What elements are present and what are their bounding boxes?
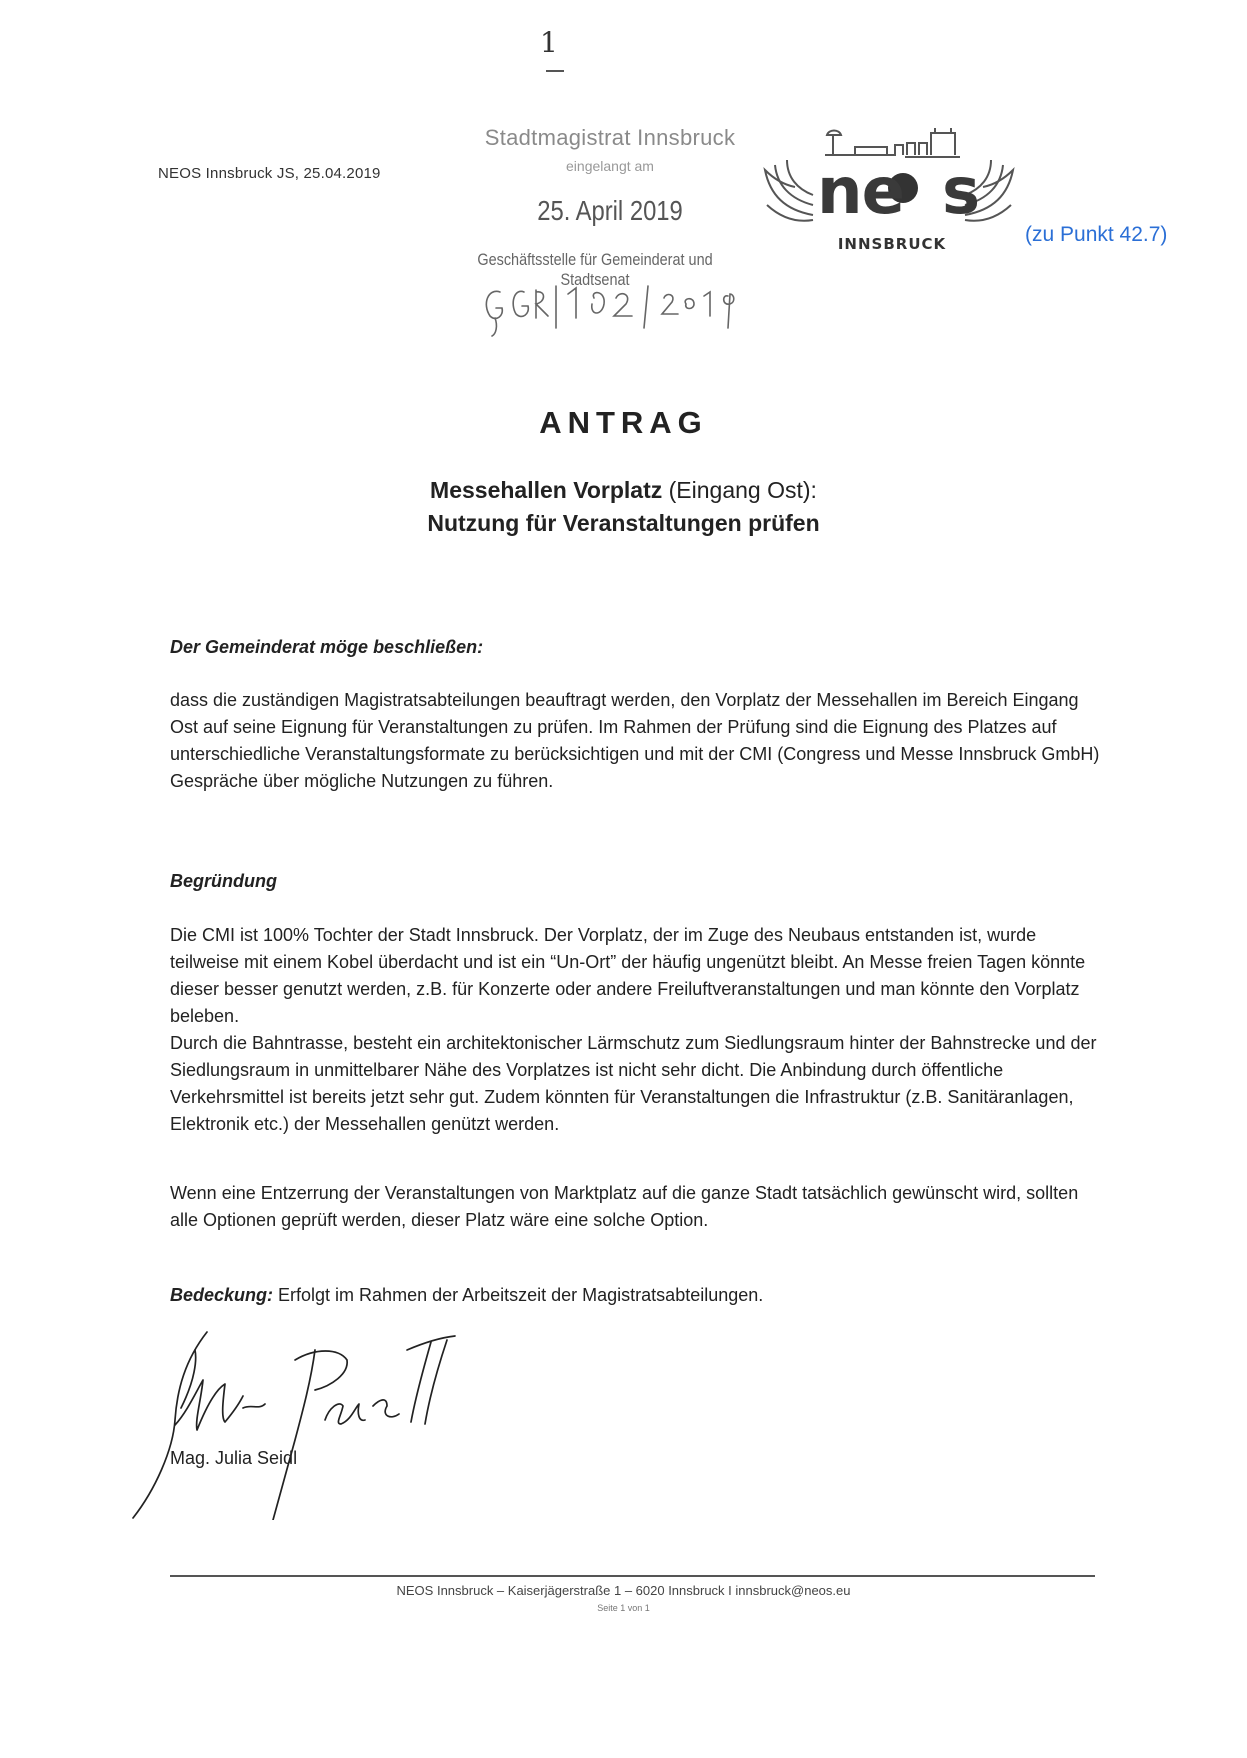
neos-logo-wordmark: ne s (817, 155, 980, 229)
footer-rule (170, 1575, 1095, 1577)
reason-paragraph-1: Die CMI ist 100% Tochter der Stadt Innsbruck. Der Vorplatz, der im Zuge des Neubaus entstanden ist, wurde teilweise mit einem Kobel überdacht und ist ein “Un-Ort” der häufig ungenützt bleibt. An Messe freien Tagen könnte dieser besser genutzt werden, z.B. für Konzerte oder andere Freiluftveranstaltungen und man könnte den Vorplatz beleben. (170, 925, 1086, 1026)
footer-address: NEOS Innsbruck – Kaiserjägerstraße 1 – 6020 Innsbruck I innsbruck@neos.eu (396, 1583, 851, 1598)
subtitle-bold: Messehallen Vorplatz (430, 477, 663, 503)
coverage-label: Bedeckung: (170, 1285, 274, 1305)
subtitle-normal: (Eingang Ost): (662, 477, 817, 503)
agenda-reference: (zu Punkt 42.7) (1025, 223, 1168, 246)
reason-text (170, 922, 1100, 1138)
receipt-stamp (440, 125, 750, 340)
handwritten-signature (125, 1320, 545, 1520)
page-number: 1 (540, 26, 558, 59)
resolution-text (170, 687, 1100, 795)
footer-page-count: Seite 1 von 1 (597, 1603, 650, 1613)
resolution-label: Der Gemeinderat möge beschließen: (170, 637, 484, 657)
subtitle-line-2: Nutzung für Veranstaltungen prüfen (427, 510, 820, 536)
page-number-underline (546, 70, 564, 72)
coverage (170, 1282, 1100, 1309)
stamp-title: Stadtmagistrat Innsbruck (484, 125, 736, 150)
document-reference: NEOS Innsbruck JS, 25.04.2019 (158, 165, 381, 182)
reason-paragraph-3: Wenn eine Entzerrung der Veranstaltungen von Marktplatz auf die ganze Stadt tatsächlich gewünscht wird, sollten alle Optionen geprüft werden, dieser Platz wäre eine solche Option. (170, 1183, 1079, 1230)
document-subtitle (0, 474, 1247, 540)
stamp-office: Geschäftsstelle für Gemeinderat und Stadtsenat (477, 250, 713, 289)
signer-name: Mag. Julia Seidl (170, 1448, 298, 1468)
stamp-received-label: eingelangt am (566, 158, 654, 174)
neos-logo (755, 125, 1020, 265)
reason-paragraph-2: Durch die Bahntrasse, besteht ein architektonischer Lärmschutz zum Siedlungsraum hinter der Bahnstrecke und der Siedlungsraum in unmittelbarer Nähe des Vorplatzes ist nicht sehr dicht. Die Anbindung durch öffentliche Verkehrsmittel ist bereits jetzt sehr gut. Zudem könnten für Veranstaltungen die Infrastruktur (z.B. Sanitäranlagen, Elektronik etc.) der Messehallen genützt werden. (170, 1033, 1097, 1134)
stamp-file-number-handwriting (460, 270, 760, 340)
neos-logo-subtitle: INNSBRUCK (837, 235, 947, 253)
stamp-date: 25. April 2019 (537, 195, 683, 226)
reason-text-2 (170, 1180, 1100, 1234)
document-title: ANTRAG (539, 405, 708, 440)
coverage-text: Erfolgt im Rahmen der Arbeitszeit der Magistratsabteilungen. (273, 1285, 764, 1305)
resolution-paragraph: dass die zuständigen Magistratsabteilungen beauftragt werden, den Vorplatz der Messehallen im Bereich Eingang Ost auf seine Eignung für Veranstaltungen zu prüfen. Im Rahmen der Prüfung sind die Eignung des Platzes auf unterschiedliche Veranstaltungsformate zu berücksichtigen und mit der CMI (Congress und Messe Innsbruck GmbH) Gespräche über mögliche Nutzungen zu führen. (170, 690, 1100, 791)
reason-label: Begründung (170, 871, 277, 891)
